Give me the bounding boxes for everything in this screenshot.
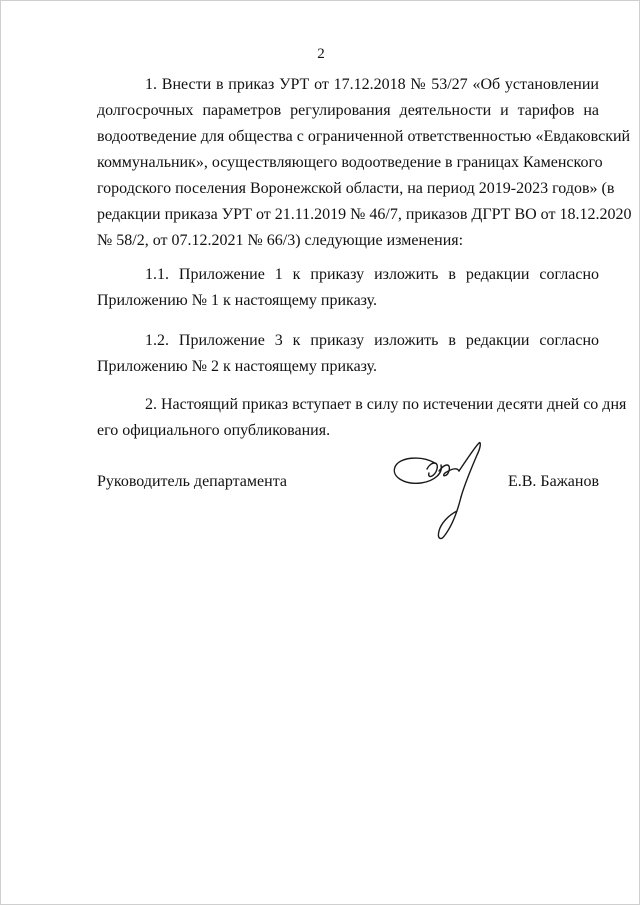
- paragraph-4-line-1: 2. Настоящий приказ вступает в силу по истечении десяти дней со дня: [145, 396, 627, 413]
- paragraph-2-line-1: 1.1. Приложение 1 к приказу изложить в редакции согласно: [145, 266, 599, 283]
- paragraph-4-line-2: его официального опубликования.: [97, 422, 331, 439]
- paragraph-1-line-5: городского поселения Воронежской области, на период 2019-2023 годов» (в: [97, 180, 615, 197]
- page-number: 2: [317, 46, 325, 62]
- paragraph-3-line-1: 1.2. Приложение 3 к приказу изложить в редакции согласно: [145, 332, 599, 349]
- paragraph-1-line-1: 1. Внести в приказ УРТ от 17.12.2018 № 53/27 «Об установлении: [145, 76, 599, 93]
- paragraph-2-line-2: Приложению № 1 к настоящему приказу.: [97, 292, 378, 309]
- paragraph-1-line-7: № 58/2, от 07.12.2021 № 66/3) следующие изменения:: [97, 232, 464, 249]
- document-body: [97, 72, 632, 444]
- paragraph-1-line-3: водоотведение для общества с ограниченной ответственностью «Евдаковский: [97, 128, 631, 145]
- paragraph-3-line-2: Приложению № 2 к настоящему приказу.: [97, 358, 378, 375]
- paragraph-1-line-6: редакции приказа УРТ от 21.11.2019 № 46/7, приказов ДГРТ ВО от 18.12.2020: [97, 206, 632, 223]
- handwritten-signature: [391, 439, 501, 549]
- signature-row: [97, 469, 599, 495]
- paragraph-1-line-2: долгосрочных параметров регулирования деятельности и тарифов на: [97, 102, 599, 119]
- signatory-name: Е.В. Бажанов: [507, 473, 599, 490]
- paragraph-1-line-4: коммунальник», осуществляющего водоотведение в границах Каменского: [97, 154, 603, 171]
- signatory-title: Руководитель департамента: [97, 473, 287, 490]
